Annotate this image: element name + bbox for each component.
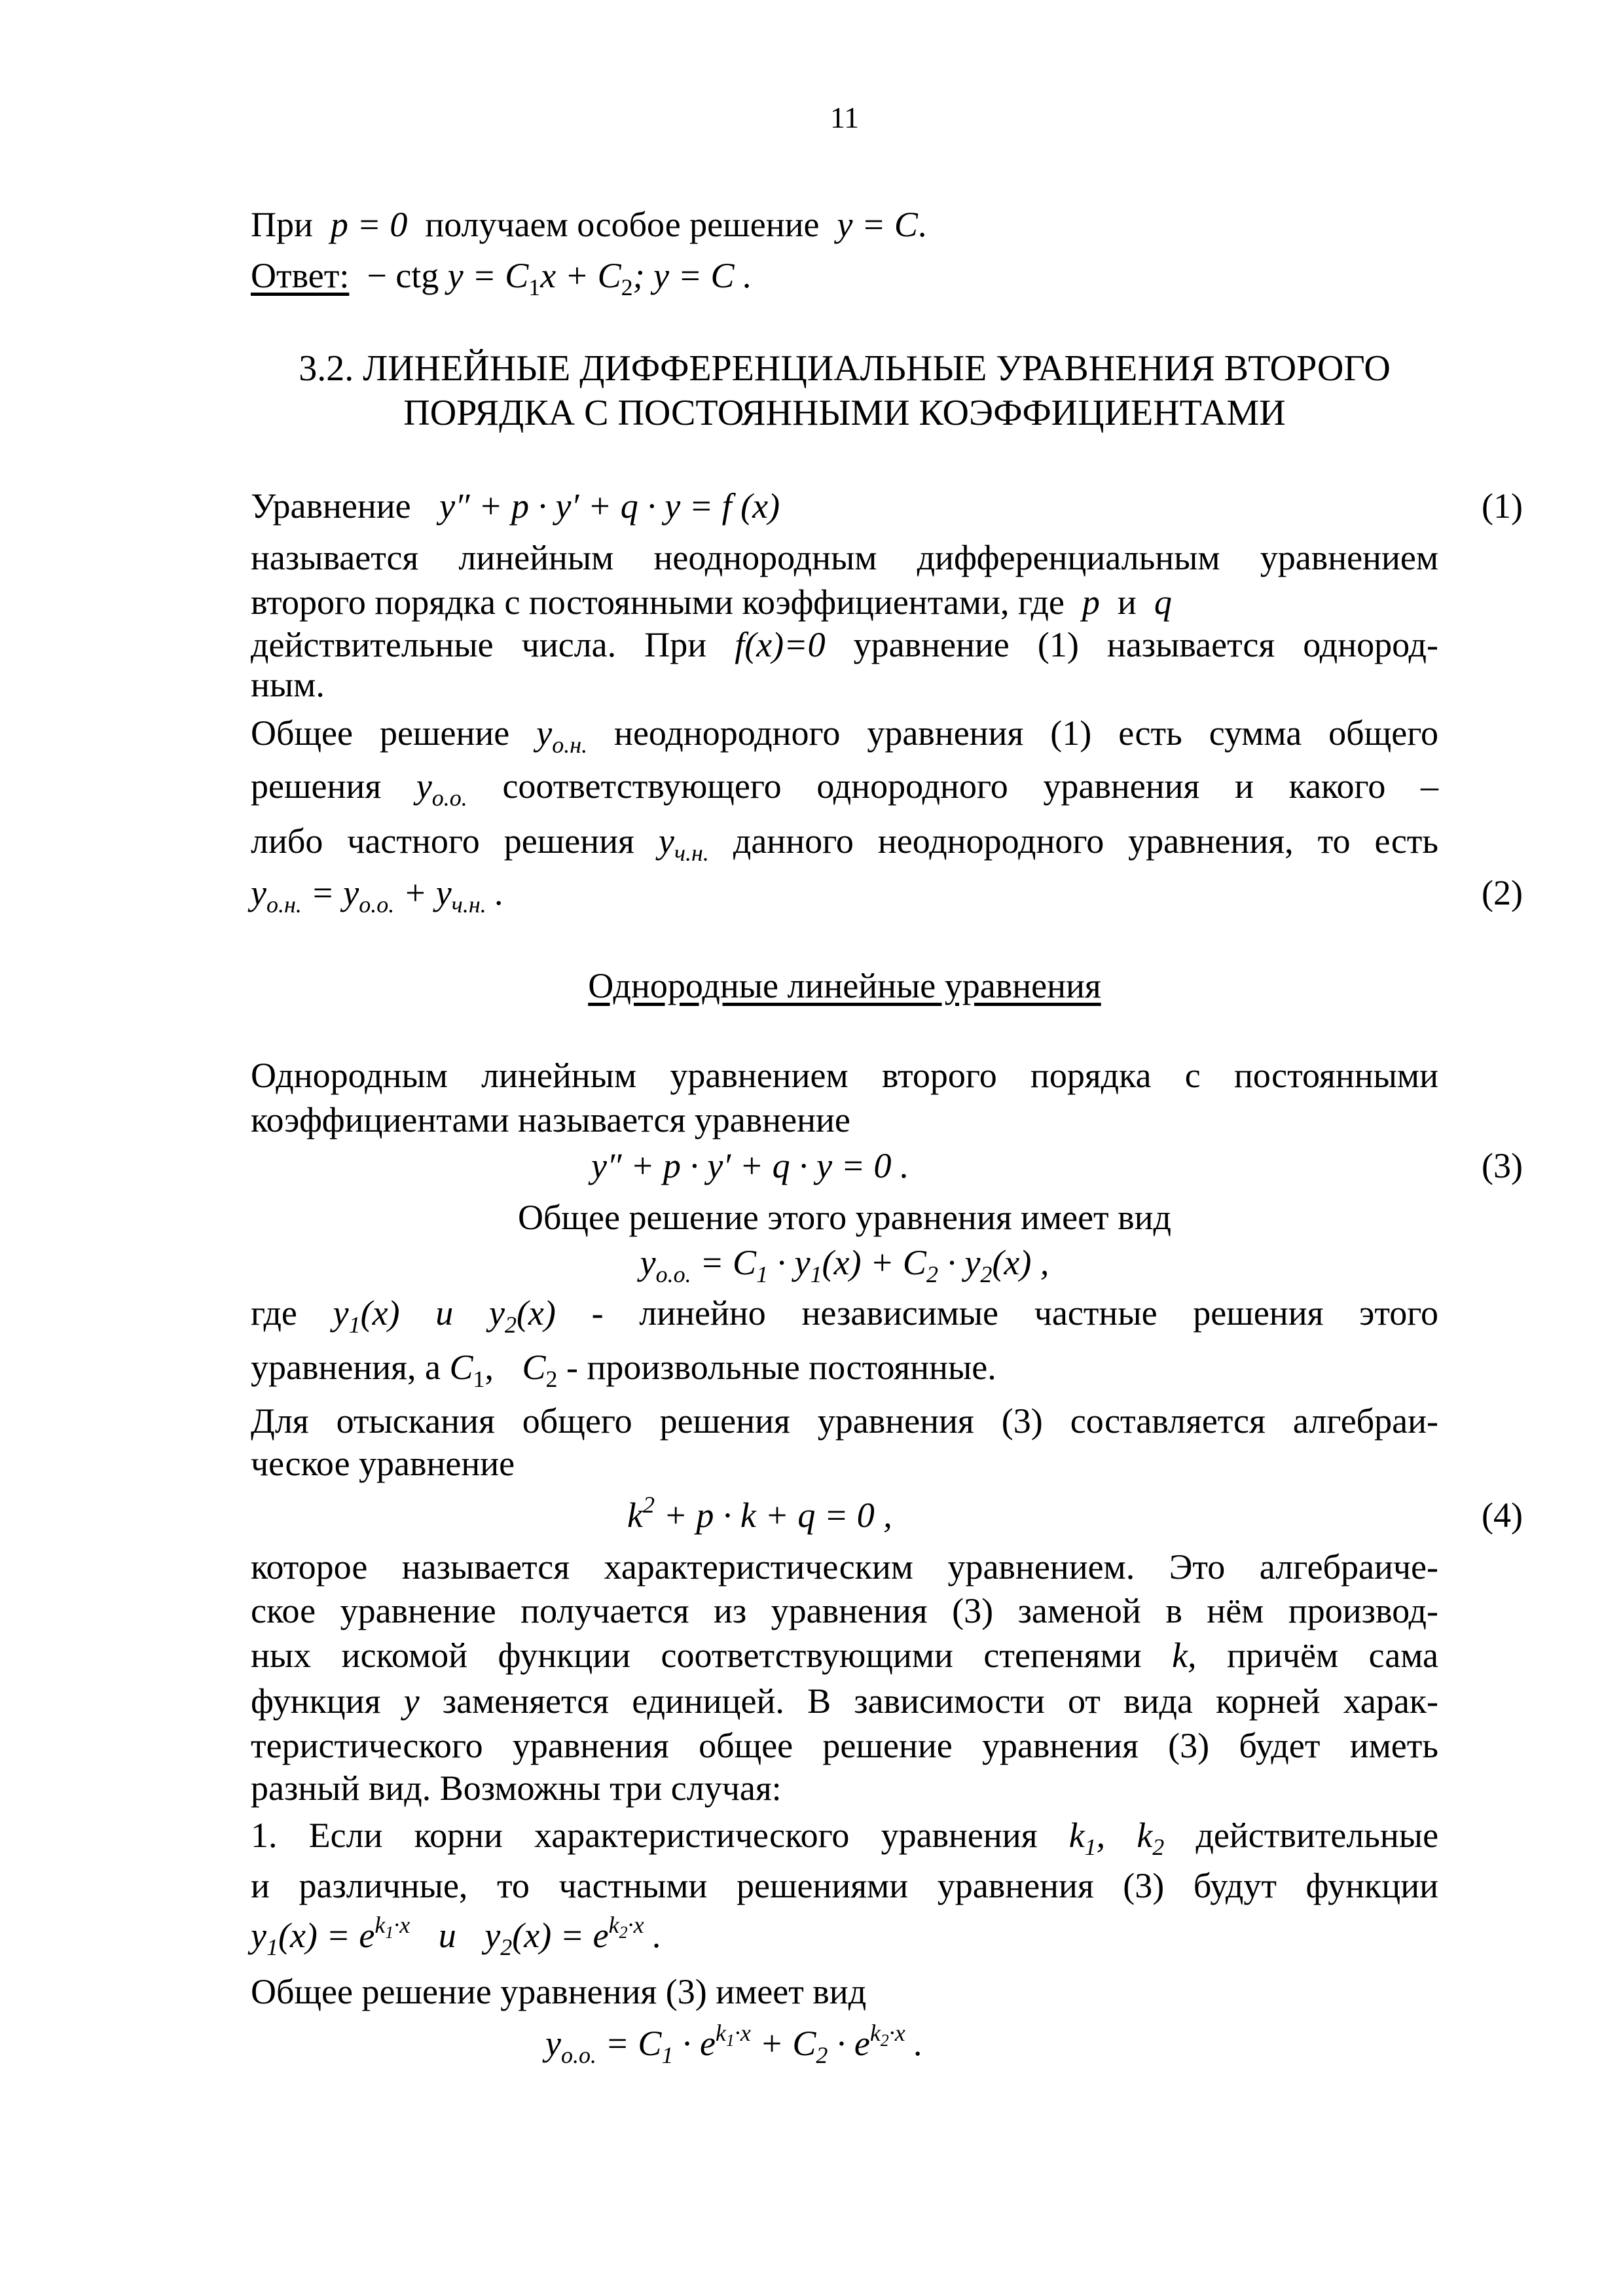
text: решения (251, 766, 382, 806)
math: p (1082, 583, 1100, 622)
math: y″ + p · y′ + q · y = f (x) (439, 486, 780, 526)
text: функция (251, 1681, 381, 1721)
subscript: 1 (473, 1366, 485, 1392)
text: заменяется единицей. В зависимости от вида корней харак- (442, 1681, 1439, 1721)
subscript: 2 (816, 2042, 828, 2068)
equation-number: (1) (1482, 486, 1523, 526)
math: . (644, 1916, 662, 1955)
text-line: и различные, то частными решениями уравнения (3) будут функции (251, 1866, 1438, 1905)
equation-number: (3) (1482, 1146, 1523, 1185)
math: + (394, 873, 436, 912)
text-line (251, 1632, 1438, 1678)
math (1068, 1816, 1106, 1860)
section-heading-line2: ПОРЯДКА С ПОСТОЯННЫМИ КОЭФФИЦИЕНТАМИ (403, 393, 1286, 433)
subsection-heading (251, 963, 1438, 1009)
math: ·x (627, 1912, 644, 1938)
text: - произвольные постоянные. (566, 1348, 996, 1387)
text: , (484, 1348, 494, 1387)
math: y (488, 1293, 505, 1333)
text: - линейно независимые частные решения этого (591, 1293, 1439, 1333)
text: 1. Если корни характеристического уравнения (251, 1816, 1038, 1855)
math: y (536, 713, 553, 753)
math: y (416, 766, 432, 806)
math: y (484, 1916, 501, 1955)
math: (x) + C (822, 1243, 926, 1282)
subscript: 2 (619, 1923, 628, 1942)
math: q (1154, 583, 1172, 622)
case1-general-solution (251, 2020, 1438, 2066)
subscript: 1 (661, 2042, 674, 2068)
text: При (251, 205, 313, 244)
math: (x) = e (512, 1916, 609, 1955)
text: уравнение (1) называется однород- (853, 625, 1438, 664)
text: где (251, 1293, 297, 1333)
text: , (1096, 1816, 1106, 1855)
math: ·x (888, 2020, 905, 2046)
subscript: 1 (348, 1312, 361, 1338)
text: получаем особое решение (425, 205, 820, 244)
math: k (627, 1496, 643, 1535)
math: y (545, 2024, 561, 2063)
section-heading-line1: 3.2. ЛИНЕЙНЫЕ ДИФФЕРЕНЦИАЛЬНЫЕ УРАВНЕНИЯ ВТОРОГО (299, 348, 1391, 389)
subscript: о.о. (655, 1261, 691, 1287)
equation-number: (4) (1482, 1496, 1523, 1535)
subscript: ч.н. (674, 840, 709, 866)
math: ·x (393, 1912, 410, 1938)
text: неоднородного уравнения (1) есть сумма общего (614, 713, 1438, 753)
text: уравнения, а (251, 1348, 441, 1387)
subscript: 2 (980, 1261, 993, 1287)
subscript: 1 (385, 1923, 394, 1942)
math (416, 766, 467, 811)
text-line: Общее решение уравнения (3) имеет вид (251, 1972, 867, 2011)
math (1137, 1816, 1165, 1860)
math: (x) , (992, 1243, 1049, 1282)
equation-4 (251, 1492, 1523, 1538)
math: x + C (540, 256, 621, 295)
subscript: о.н. (552, 732, 588, 758)
math: k (1068, 1816, 1085, 1855)
math: y (343, 873, 359, 912)
text-line (251, 818, 1438, 864)
text-line: которое называется характеристическим уравнением. Это алгебраиче- (251, 1547, 1438, 1587)
superscript: 2 (642, 1492, 655, 1518)
text-line: Общее решение этого уравнения имеет вид (517, 1198, 1172, 1237)
subscript: 1 (810, 1261, 822, 1287)
math: (x) (516, 1293, 556, 1333)
text-line (251, 1678, 1438, 1724)
math: y (640, 1243, 656, 1282)
text-line: ческое уравнение (251, 1444, 515, 1483)
math (627, 1492, 892, 1538)
math: = C (463, 256, 529, 295)
math: = C (596, 2024, 662, 2063)
text-line (251, 579, 1438, 625)
text-line: Для отыскания общего решения уравнения (3) составляется алгебраи- (251, 1401, 1438, 1441)
subscript: о.о. (359, 891, 395, 918)
subscript: 2 (500, 1934, 513, 1960)
subscript: 1 (266, 1934, 278, 1960)
general-solution-equation (251, 1240, 1438, 1285)
math: y (435, 873, 452, 912)
math: y (403, 1681, 420, 1721)
text: действительные числа. При (251, 625, 707, 664)
math: y (251, 1916, 266, 1955)
math: k (374, 1912, 386, 1938)
subscript: 1 (756, 1261, 769, 1287)
equation-number: (2) (1482, 873, 1523, 912)
page-number: 11 (830, 101, 860, 134)
answer-label: Ответ: (251, 256, 350, 295)
math: y = C (837, 205, 918, 244)
math: (x) (360, 1293, 400, 1333)
text-line (251, 202, 1438, 247)
math: y (333, 1293, 349, 1333)
text: ных искомой функции соответствующими степенями (251, 1636, 1142, 1675)
text-line (251, 1344, 1438, 1390)
text-line (251, 1290, 1438, 1336)
text: и (1117, 583, 1137, 622)
text-line (251, 710, 1438, 756)
math: y (447, 256, 464, 295)
math: C (449, 1348, 473, 1387)
text: и (435, 1293, 454, 1333)
math: ·x (734, 2020, 751, 2046)
math: y″ + p · y′ + q · y = 0 . (591, 1146, 909, 1185)
text: и (438, 1916, 456, 1955)
math: · e (828, 2024, 870, 2063)
equation-1 (251, 483, 1523, 529)
math: k (715, 2020, 726, 2046)
text-line (251, 763, 1438, 809)
subscript: 2 (545, 1366, 558, 1392)
text-line: разный вид. Возможны три случая: (251, 1768, 782, 1808)
subscript: о.о. (431, 785, 467, 811)
subscript: 2 (926, 1261, 938, 1287)
text-line: коэффициентами называется уравнение (251, 1100, 850, 1139)
text: причём сама (1227, 1636, 1439, 1675)
subscript: 1 (725, 2031, 735, 2050)
text-line: теристического уравнения общее решение уравнения (3) будет иметь (251, 1726, 1438, 1765)
subscript: 2 (621, 274, 633, 300)
text: Общее решение (251, 713, 510, 753)
math: + C (750, 2024, 816, 2063)
math: . (486, 873, 504, 912)
math: − ctg (367, 256, 448, 295)
math: y (658, 821, 674, 861)
math: = C (691, 1243, 757, 1282)
math: · e (673, 2024, 716, 2063)
math: y (251, 873, 266, 912)
text-line: называется линейным неоднородным дифференциальным уравнением (251, 538, 1438, 577)
subsection-title: Однородные линейные уравнения (588, 966, 1101, 1005)
math: k, (1172, 1636, 1197, 1675)
equation-2 (251, 870, 1523, 918)
math: (x) = e (278, 1916, 375, 1955)
math: k (608, 1912, 619, 1938)
text-line: Однородным линейным уравнением второго порядка с постоянными (251, 1056, 1438, 1095)
math: p = 0 (330, 205, 408, 244)
particular-solutions (251, 1912, 1438, 1958)
text: . (917, 205, 927, 244)
subscript: 2 (880, 2031, 889, 2050)
answer-line (251, 253, 1438, 298)
subscript: 2 (1152, 1834, 1165, 1860)
text-line (251, 1812, 1438, 1858)
math: k (869, 2020, 881, 2046)
subscript: 1 (528, 274, 541, 300)
math: = (301, 873, 344, 912)
text: второго порядка с постоянными коэффициентами, где (251, 583, 1065, 622)
text: либо частного решения (251, 821, 634, 861)
math: ; y = C . (632, 256, 752, 295)
text-line (251, 622, 1438, 668)
math: + p · k + q = 0 , (654, 1496, 892, 1535)
text: соответствующего однородного уравнения и какого – (502, 766, 1438, 806)
math (536, 713, 588, 758)
subscript: о.о. (560, 2042, 596, 2068)
math: · y (768, 1243, 811, 1282)
equation-3 (251, 1143, 1523, 1189)
math (658, 821, 709, 866)
math: k (1137, 1816, 1153, 1855)
math: C (522, 1348, 546, 1387)
math: · y (938, 1243, 981, 1282)
subscript: ч.н. (451, 891, 486, 918)
math: . (905, 2024, 923, 2063)
math (488, 1293, 556, 1338)
text: Уравнение (251, 486, 411, 526)
text: данного неоднородного уравнения, то есть (733, 821, 1439, 861)
math: f(x)=0 (735, 625, 826, 664)
math (333, 1293, 400, 1338)
subscript: о.н. (266, 891, 302, 918)
subscript: 2 (504, 1312, 517, 1338)
text-line: ское уравнение получается из уравнения (3) заменой в нём производ- (251, 1591, 1438, 1630)
text: действительные (1195, 1816, 1439, 1855)
text-line: ным. (251, 665, 325, 704)
subscript: 1 (1084, 1834, 1097, 1860)
